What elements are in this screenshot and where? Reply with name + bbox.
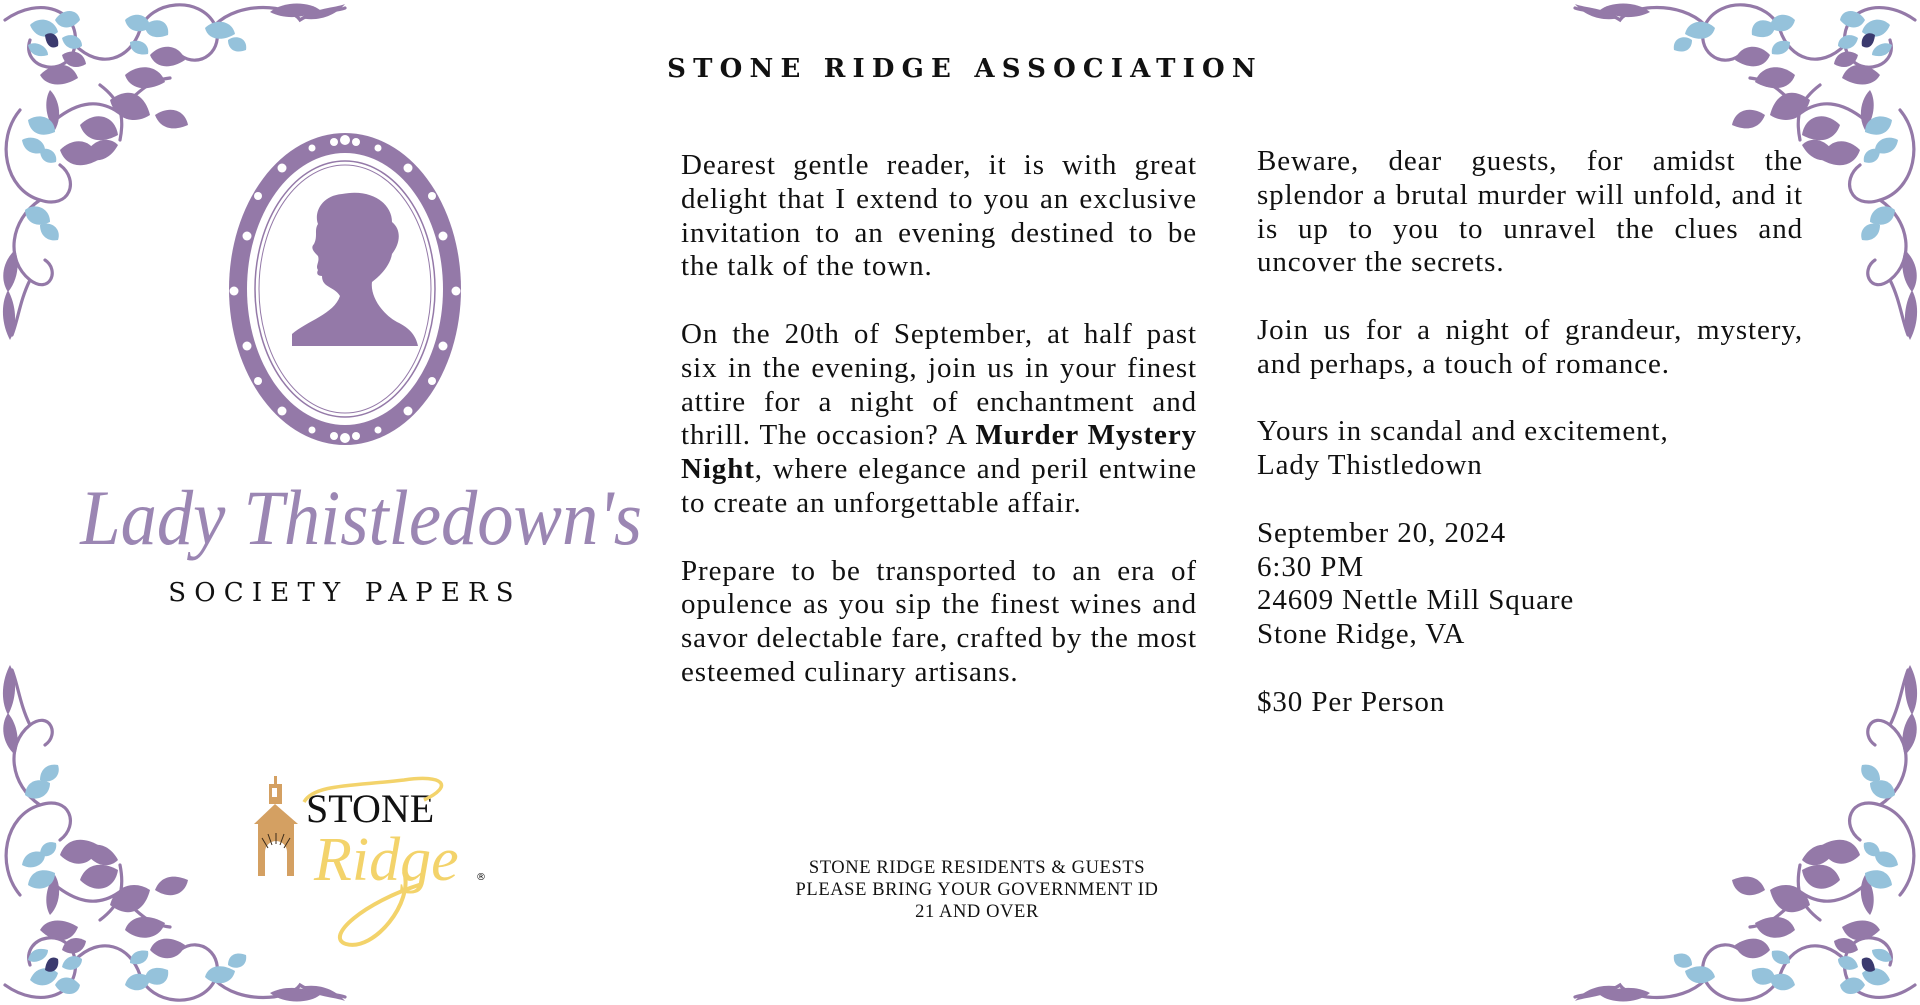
- script-title: Lady Thistledown's: [80, 474, 642, 561]
- signoff-closing: Yours in scandal and excitement,: [1257, 415, 1669, 448]
- event-info-block: [1257, 517, 1803, 652]
- event-price: $30 Per Person: [1257, 685, 1446, 718]
- page-heading: STONE RIDGE ASSOCIATION: [667, 54, 1263, 84]
- invitation-column-2: [1257, 145, 1803, 720]
- footer-line-audience: STONE RIDGE RESIDENTS & GUESTS: [808, 858, 1146, 878]
- logo-word-ridge: Ridge: [314, 826, 459, 894]
- logo-word-stone: STONE: [306, 786, 435, 831]
- event-date: September 20, 2024: [1257, 516, 1506, 549]
- cameo-silhouette-icon: [222, 126, 468, 452]
- event-city: Stone Ridge, VA: [1257, 618, 1466, 651]
- paragraph-dining: Prepare to be transported to an era of opulence as you sip the finest wines and savor delectable fare, crafted by the most esteemed culinary artisans.: [681, 554, 1197, 688]
- footer-line-age: 21 AND OVER: [915, 902, 1039, 922]
- paragraph-event-details: [681, 318, 1197, 521]
- stone-ridge-logo-svg: [254, 772, 488, 950]
- stone-ridge-logo: [254, 772, 488, 950]
- event-text-after: , where elegance and peril entwine to create an unforgettable affair.: [681, 453, 1197, 519]
- paragraph-greeting: Dearest gentle reader, it is with great delight that I extend to you an exclusive invitation to an evening destined to be the talk of the town.: [681, 149, 1197, 283]
- event-text-before: On the 20th of September, at half past six in the evening, join us in your finest attire for a night of enchantment and thrill. The occasion? A: [681, 317, 1197, 452]
- signoff-block: [1257, 415, 1803, 483]
- paragraph-warning: Beware, dear guests, for amidst the splendor a brutal murder will unfold, and it is up to you to unravel the clues and uncover the secrets.: [1257, 145, 1803, 279]
- footer-notice: [720, 857, 1234, 923]
- event-time: 6:30 PM: [1257, 550, 1365, 583]
- society-papers-subtitle: SOCIETY PAPERS: [168, 578, 522, 608]
- invitation-column-1: [681, 149, 1197, 690]
- registered-mark: ®: [476, 872, 486, 883]
- signoff-signature: Lady Thistledown: [1257, 449, 1483, 482]
- event-address: 24609 Nettle Mill Square: [1257, 584, 1575, 617]
- event-name-bold: Murder Mystery Night: [681, 419, 1197, 486]
- paragraph-join: Join us for a night of grandeur, mystery, and perhaps, a touch of romance.: [1257, 313, 1803, 380]
- footer-line-id: PLEASE BRING YOUR GOVERNMENT ID: [795, 880, 1159, 900]
